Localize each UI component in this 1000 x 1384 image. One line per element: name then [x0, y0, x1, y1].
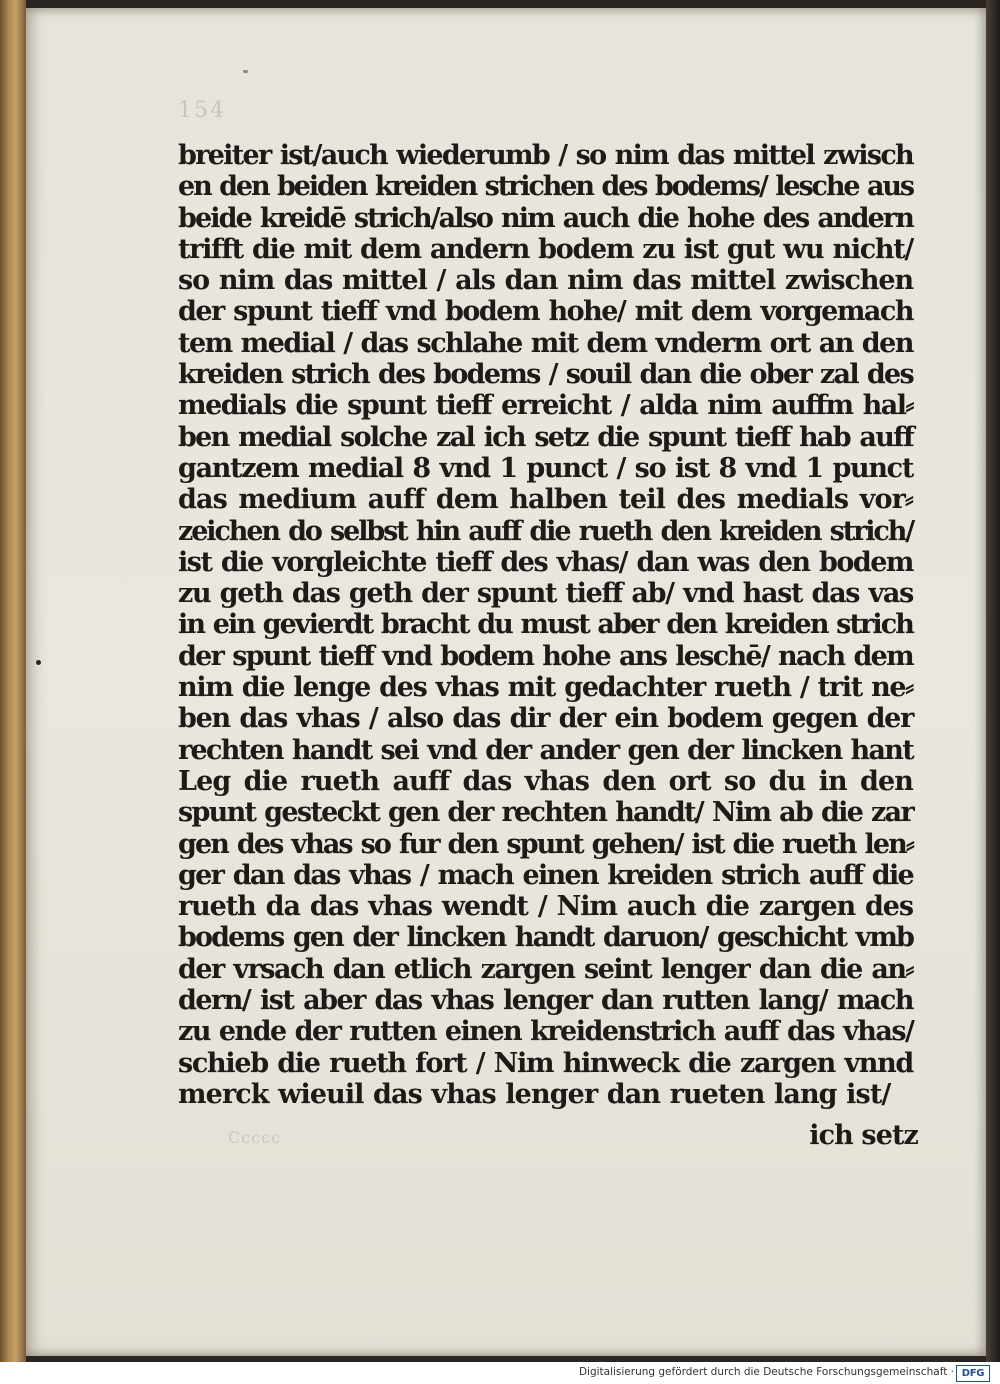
- text-line: nim die lenge des vhas mit gedachter rueth / trit ne⸗: [178, 672, 913, 704]
- text-line: dern/ ist aber das vhas lenger dan rutten lang/ mach: [178, 985, 913, 1017]
- dfg-logo: DFG: [956, 1365, 990, 1382]
- text-line: rueth da das vhas wendt / Nim auch die zargen des: [178, 891, 913, 923]
- text-line: in ein gevierdt bracht du must aber den kreiden strich: [178, 609, 913, 641]
- catchword: ich setz: [809, 1120, 918, 1151]
- text-line: trifft die mit dem andern bodem zu ist gut wu nicht/: [178, 233, 913, 265]
- text-line: merck wieuil das vhas lenger dan rueten lang ist/: [178, 1078, 891, 1110]
- text-line: bodems gen der lincken handt daruon/ geschicht vmb: [178, 922, 913, 954]
- text-line: zu geth das geth der spunt tieff ab/ vnd hast das vas: [178, 578, 913, 610]
- text-line: ben medial solche zal ich setz die spunt tieff hab auff: [178, 421, 913, 453]
- text-line: ist die vorgleichte tieff des vhas/ dan was den bodem: [178, 546, 913, 578]
- text-line: schieb die rueth fort / Nim hinweck die zargen vnnd: [178, 1047, 913, 1079]
- text-line: tem medial / das schlahe mit dem vnderm ort an den: [178, 327, 913, 359]
- text-line: ben das vhas / also das dir der ein bodem gegen der: [178, 703, 913, 735]
- digitization-footer: [0, 1362, 1000, 1384]
- text-line: rechten handt sei vnd der ander gen der lincken hant: [178, 734, 913, 766]
- blackletter-text-block: [178, 140, 913, 1110]
- faint-folio-number: 154: [178, 98, 226, 123]
- funding-credit: Digitalisierung gefördert durch die Deutsche Forschungsgemeinschaft ·: [578, 1366, 954, 1378]
- text-line: der spunt tieff vnd bodem hohe ans leschē/ nach dem: [178, 640, 913, 672]
- text-line: kreiden strich des bodems / souil dan die ober zal des: [178, 359, 913, 391]
- text-line: breiter ist/auch wiederumb / so nim das mittel zwisch: [178, 140, 913, 171]
- text-line: spunt gesteckt gen der rechten handt/ Nim ab die zar: [178, 797, 913, 829]
- text-line: das medium auff dem halben teil des medials vor⸗: [178, 484, 913, 516]
- book-fore-edge: [0, 0, 26, 1362]
- text-line: der spunt tieff vnd bodem hohe/ mit dem vorgemach: [178, 296, 913, 328]
- text-line: medials die spunt tieff erreicht / alda nim auffm hal⸗: [178, 390, 913, 422]
- text-line: Leg die rueth auff das vhas den ort so du in den: [178, 765, 913, 797]
- text-line: en den beiden kreiden strichen des bodems/ lesche aus: [178, 171, 913, 203]
- scan-border: [986, 0, 1000, 1362]
- text-line: der vrsach dan etlich zargen seint lenger dan die an⸗: [178, 953, 913, 985]
- ink-speck: [243, 70, 248, 73]
- text-line: zu ende der rutten einen kreidenstrich auff das vhas/: [178, 1016, 914, 1048]
- text-line: beide kreidē strich/also nim auch die hohe des andern: [178, 202, 913, 234]
- text-line: zeichen do selbst hin auff die rueth den kreiden strich/: [178, 515, 913, 547]
- text-line: so nim das mittel / als dan nim das mittel zwischen: [178, 265, 913, 297]
- ink-speck: [36, 660, 41, 665]
- text-line: ger dan das vhas / mach einen kreiden strich auff die: [178, 859, 913, 891]
- text-line: gantzem medial 8 vnd 1 punct / so ist 8 vnd 1 punct: [178, 452, 913, 484]
- text-line: gen des vhas so fur den spunt gehen/ ist die rueth len⸗: [178, 828, 913, 860]
- faint-signature-mark: Ccccc: [228, 1128, 282, 1147]
